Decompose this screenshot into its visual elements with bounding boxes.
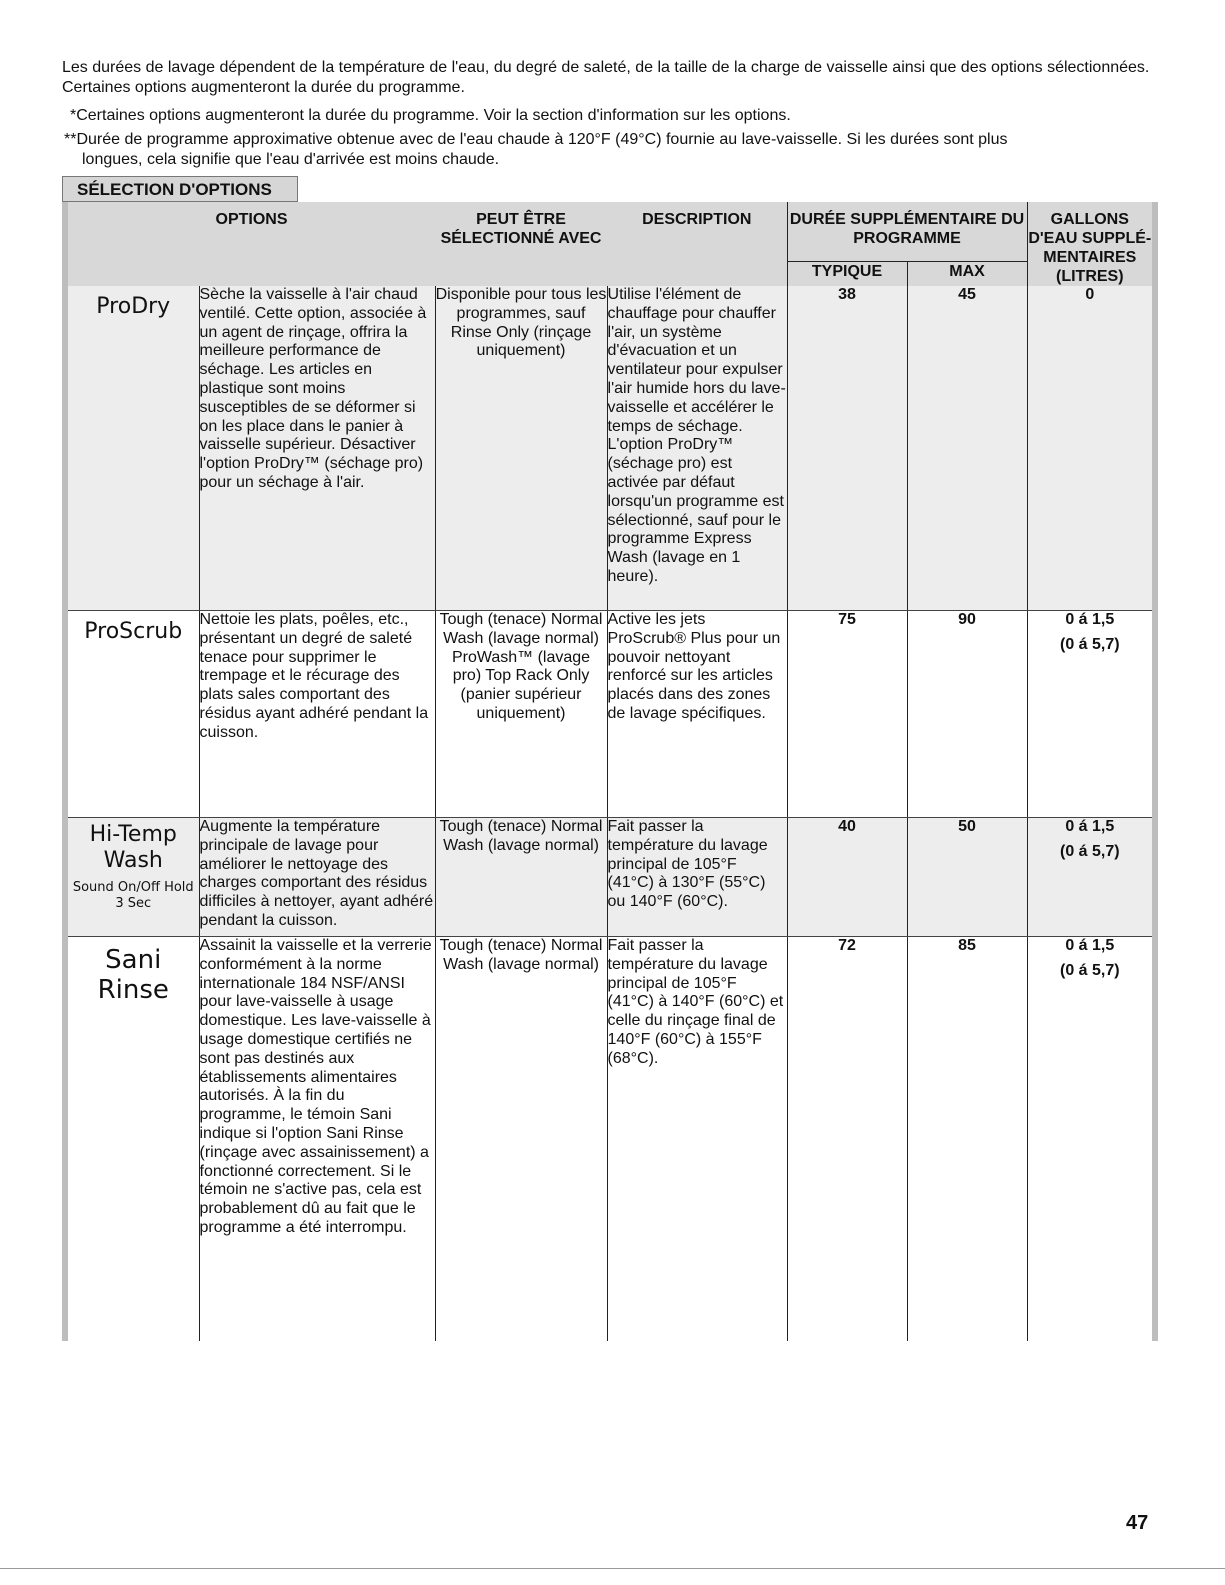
option-litres: (0 á 5,7) (1059, 961, 1120, 979)
note-duration-line2: longues, cela signifie que l'eau d'arrivée est moins chaude. (82, 151, 500, 168)
option-name-cell (65, 937, 199, 1342)
option-subtext: Sound On/Off Hold 3 Sec (72, 880, 194, 911)
option-max: 90 (907, 611, 1027, 818)
option-gallons-cell (1027, 937, 1155, 1342)
table-row (65, 611, 1155, 818)
header-options: OPTIONS (65, 202, 435, 286)
option-description: Active les jets ProScrub® Plus pour un pouvoir nettoyant renforcé sur les articles placés dans des zones de lavage spécifiques. (607, 611, 787, 818)
option-feature: Sèche la vaisselle à l'air chaud ventilé. Cette option, associée à un agent de rinçage, offrira la meilleure performance de séchage. Les articles en plastique sont moins susceptibles de se déformer si on les place dans le panier à vaisselle supérieur. Désactiver l'option ProDry™ (séchage pro) pour un séchage à l'air. (199, 286, 435, 611)
section-title: SÉLECTION D'OPTIONS (62, 176, 298, 202)
option-name: Hi-Temp Wash (89, 822, 177, 873)
option-typique: 72 (787, 937, 907, 1342)
option-typique: 75 (787, 611, 907, 818)
option-litres: (0 á 5,7) (1059, 842, 1120, 860)
note-duration (64, 130, 1154, 170)
note-options: *Certaines options augmenteront la durée du programme. Voir la section d'information sur les options. (70, 107, 791, 124)
option-feature: Assainit la vaisselle et la verrerie conformément à la norme internationale 184 NSF/ANSI pour lave-vaisselle à usage domestique. Les lave-vaisselle à usage domestique certifiés ne sont pas destinés aux établissements alimentaires autorisés. À la fin du programme, le témoin Sani indique si l'option Sani Rinse (rinçage avec assainissement) a fonctionné correctement. Si le témoin ne s'active pas, cela est probablement dû au fait que le programme a été interrompu. (199, 937, 435, 1342)
option-description: Fait passer la température du lavage principal de 105°F (41°C) à 140°F (60°C) et celle du rinçage final de 140°F (60°C) à 155°F (68°C). (607, 937, 787, 1342)
option-max: 45 (907, 286, 1027, 611)
option-gallons: 0 á 1,5 (1065, 818, 1115, 835)
option-litres: (0 á 5,7) (1059, 635, 1120, 653)
option-feature: Augmente la température principale de lavage pour améliorer le nettoyage des charges comportant des résidus difficiles à nettoyer, ayant adhéré pendant la cuisson. (199, 818, 435, 937)
option-name: ProDry (96, 294, 171, 319)
bottom-divider (0, 1568, 1225, 1569)
option-gallons-cell (1027, 286, 1155, 611)
table-row (65, 818, 1155, 937)
option-avec: Tough (tenace) Normal Wash (lavage normal) (435, 818, 607, 937)
option-gallons: 0 (1085, 286, 1095, 303)
option-name-cell (65, 611, 199, 818)
options-table (62, 202, 1158, 1341)
option-max: 50 (907, 818, 1027, 937)
note-duration-line1: **Durée de programme approximative obtenue avec de l'eau chaude à 120°F (49°C) fournie au lave-vaisselle. Si les durées sont plus (64, 131, 1008, 148)
option-max: 85 (907, 937, 1027, 1342)
option-gallons: 0 á 1,5 (1065, 937, 1115, 954)
page-number: 47 (1126, 1512, 1149, 1534)
option-gallons-cell (1027, 818, 1155, 937)
header-typique: TYPIQUE (787, 261, 907, 286)
header-gallons: GALLONS D'EAU SUPPLÉ- MENTAIRES (LITRES) (1027, 202, 1155, 286)
table-row (65, 286, 1155, 611)
option-avec: Tough (tenace) Normal Wash (lavage normal) ProWash™ (lavage pro) Top Rack Only (panier supérieur uniquement) (435, 611, 607, 818)
header-max: MAX (907, 261, 1027, 286)
option-name: ProScrub (84, 619, 183, 644)
option-name-cell (65, 286, 199, 611)
intro-text: Les durées de lavage dépendent de la température de l'eau, du degré de saleté, de la taille de la charge de vaisselle ainsi que des options sélectionnées. Certaines options augmenteront la durée du programme. (62, 59, 1150, 96)
option-gallons: 0 á 1,5 (1065, 611, 1115, 628)
option-avec: Tough (tenace) Normal Wash (lavage normal) (435, 937, 607, 1342)
table-row (65, 937, 1155, 1342)
option-typique: 38 (787, 286, 907, 611)
option-name-cell (65, 818, 199, 937)
option-feature: Nettoie les plats, poêles, etc., présentant un degré de saleté tenace pour supprimer le trempage et le récurage des plats sales comportant des résidus ayant adhéré pendant la cuisson. (199, 611, 435, 818)
header-duree: DURÉE SUPPLÉMENTAIRE DU PROGRAMME (787, 202, 1027, 261)
intro-paragraph (62, 58, 1162, 98)
header-avec: PEUT ÊTRE SÉLECTIONNÉ AVEC (435, 202, 607, 286)
option-avec: Disponible pour tous les programmes, sauf Rinse Only (rinçage uniquement) (435, 286, 607, 611)
option-description: Utilise l'élément de chauffage pour chauffer l'air, un système d'évacuation et un ventilateur pour expulser l'air humide hors du lave-vaisselle et accélérer le temps de séchage. L'option ProDry™ (séchage pro) est activée par défaut lorsqu'un programme est sélectionné, sauf pour le programme Express Wash (lavage en 1 heure). (607, 286, 787, 611)
option-description: Fait passer la température du lavage principal de 105°F (41°C) à 130°F (55°C) ou 140°F (60°C). (607, 818, 787, 937)
option-name: Sani Rinse (97, 945, 169, 1005)
option-typique: 40 (787, 818, 907, 937)
header-description: DESCRIPTION (607, 202, 787, 286)
option-gallons-cell (1027, 611, 1155, 818)
